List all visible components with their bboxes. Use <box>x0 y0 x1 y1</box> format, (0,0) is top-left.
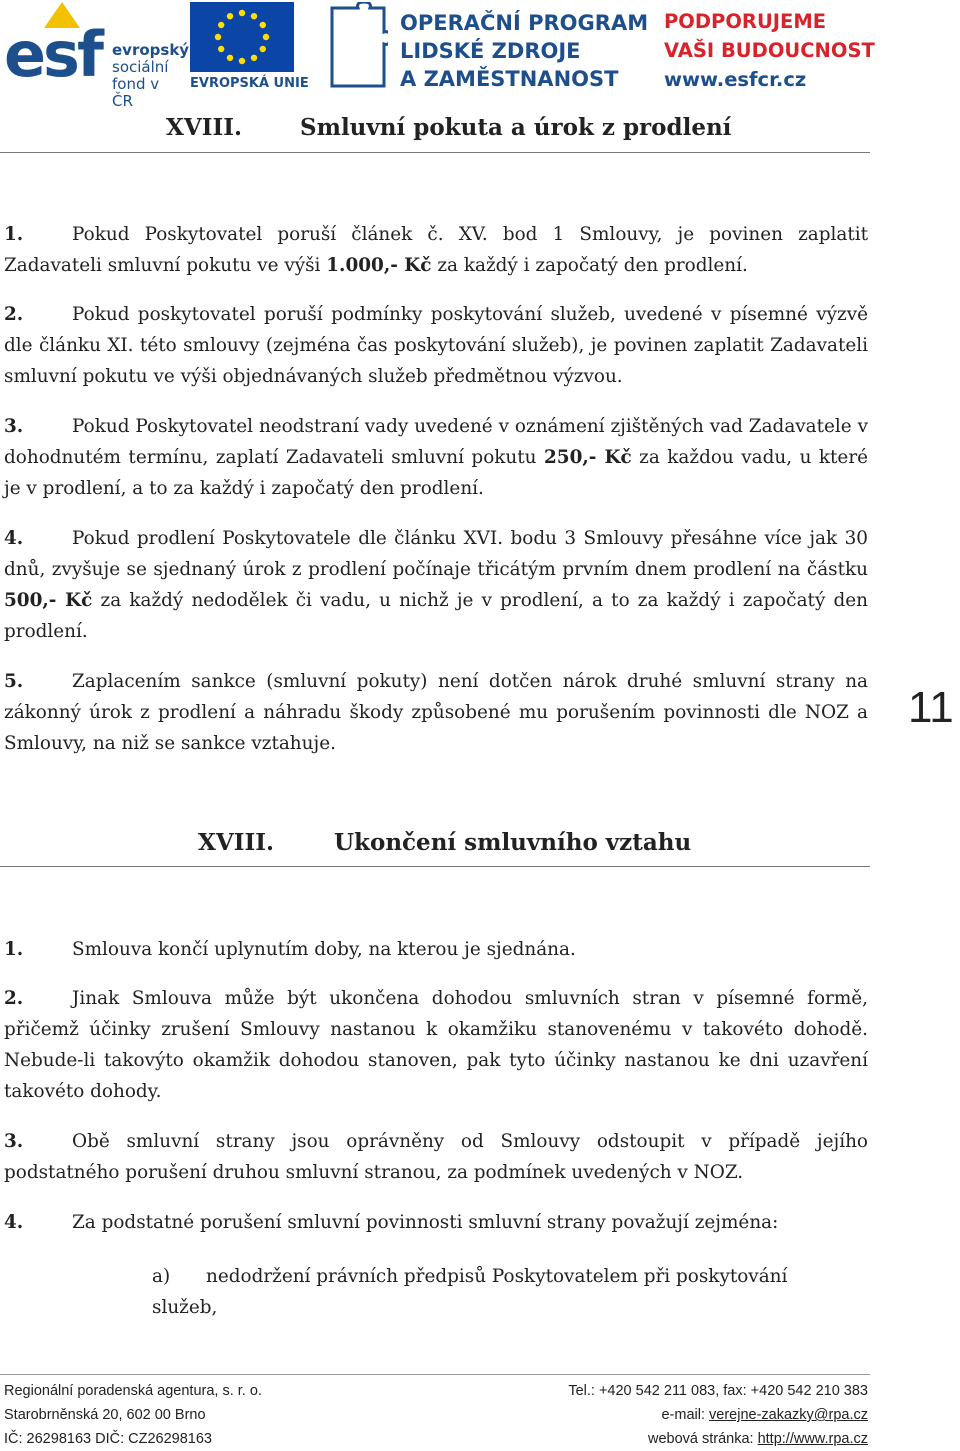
item-number: 1. <box>4 224 24 245</box>
eu-label: EVROPSKÁ UNIE <box>190 76 309 91</box>
item-text: Zaplacením sankce (smluvní pokuty) není dotčen nárok druhé smluvní strany na zákonný úrok z prodlení a náhradu škody způsobené mu porušením povinnosti dle NOZ a Smlouvy, na niž se sankce vztahuje. <box>4 671 868 754</box>
op-logo <box>326 2 649 92</box>
slogan-line-1: PODPORUJEME <box>664 10 827 33</box>
section1-item-4 <box>4 523 868 647</box>
item-number: 3. <box>4 416 24 437</box>
eu-logo <box>190 2 309 92</box>
slogan-url: www.esfcr.cz <box>664 68 807 91</box>
section1-numeral: XVIII. <box>166 114 242 141</box>
esf-small-text-3: fond v ČR <box>112 75 160 110</box>
item-text: Jinak Smlouva může být ukončena dohodou smluvních stran v písemné formě, přičemž účinky zrušení Smlouvy nastanou k okamžiku stanovenému v takovéto dohodě. Nebude-li takovýto okamžik dohodou stanoven, pak tyto účinky nastanou ke dni uzavření takovéto dohody. <box>4 988 868 1102</box>
section1-rule <box>0 152 870 153</box>
op-line-3: A ZAMĚSTNANOST <box>400 67 619 91</box>
footer-address: Starobrněnská 20, 602 00 Brno <box>4 1407 206 1423</box>
op-line-2: LIDSKÉ ZDROJE <box>400 39 581 63</box>
esf-logo-text: esf <box>4 18 101 91</box>
puzzle-icon <box>328 2 388 90</box>
web-link[interactable]: http://www.rpa.cz <box>757 1431 868 1447</box>
section2-item-1 <box>4 934 868 965</box>
item-number: 5. <box>4 671 24 692</box>
item-number: 2. <box>4 988 24 1009</box>
penalty-amount: 1.000,- Kč <box>326 255 432 276</box>
email-link[interactable]: verejne-zakazky@rpa.cz <box>709 1407 868 1423</box>
op-line-1: OPERAČNÍ PROGRAM <box>400 11 649 35</box>
section2-subitem-a <box>152 1261 842 1323</box>
esf-small-text-2: sociální <box>112 58 169 76</box>
item-text-end: za každou vadu, u které je v prodlení, a to za každý i započatý den prodlení. <box>4 447 868 499</box>
penalty-amount: 250,- Kč <box>544 447 632 468</box>
section2-rule <box>0 866 870 867</box>
item-number: 4. <box>4 528 24 549</box>
section1-item-1 <box>4 219 868 281</box>
item-text: Pokud prodlení Poskytovatele dle článku XVI. bodu 3 Smlouvy přesáhne více jak 30 dnů, zvyšuje se sjednaný úrok z prodlení počínaje třicátým prvním dnem prodlení na částku <box>4 528 868 580</box>
esf-logo <box>4 2 190 110</box>
item-number: 1. <box>4 939 24 960</box>
item-text: Za podstatné porušení smluvní povinnosti smluvní strany považují zejména: <box>72 1212 779 1233</box>
footer-org: Regionální poradenská agentura, s. r. o. <box>4 1383 262 1399</box>
item-number: 4. <box>4 1212 24 1233</box>
section2-item-4 <box>4 1207 868 1238</box>
item-number: 2. <box>4 304 24 325</box>
item-text: Pokud Poskytovatel neodstraní vady uvedené v oznámení zjištěných vad Zadavatele v dohodnutém termínu, zaplatí Zadavateli smluvní pokutu <box>4 416 868 468</box>
section2-title: Ukončení smluvního vztahu <box>334 829 692 856</box>
section2-numeral: XVIII. <box>198 829 274 856</box>
item-text: Smlouva končí uplynutím doby, na kterou je sjednána. <box>72 939 576 960</box>
penalty-amount: 500,- Kč <box>4 590 93 611</box>
section2-item-2 <box>4 983 868 1107</box>
footer-email-line <box>661 1407 868 1423</box>
subitem-label: a) <box>152 1266 171 1287</box>
eu-flag-icon <box>190 2 294 72</box>
section1-item-5 <box>4 666 868 759</box>
esf-small-text-1: evropský <box>112 41 190 59</box>
support-slogan <box>664 4 875 94</box>
item-text: Obě smluvní strany jsou oprávněny od Smlouvy odstoupit v případě jejího podstatného porušení druhou smluvní stranou, za podmínek uvedených v NOZ. <box>4 1131 868 1183</box>
page-number: 11 <box>908 683 954 732</box>
footer-rule <box>0 1374 870 1375</box>
web-label: webová stránka: <box>647 1431 758 1447</box>
item-text-end: za každý i započatý den prodlení. <box>431 255 748 276</box>
section1-item-3 <box>4 411 868 504</box>
subitem-text: nedodržení právních předpisů Poskytovatelem při poskytování <box>206 1266 788 1287</box>
item-text: Pokud Poskytovatel poruší článek č. XV. bod 1 Smlouvy, je povinen zaplatit Zadavateli smluvní pokutu ve výši <box>4 224 868 276</box>
section2-item-3 <box>4 1126 868 1188</box>
header-logos <box>0 0 960 110</box>
item-text: Pokud poskytovatel poruší podmínky poskytování služeb, uvedené v písemné výzvě dle článku XI. této smlouvy (zejména čas poskytování služeb), je povinen zaplatit Zadavateli smluvní pokutu ve výši objednávaných služeb předmětnou výzvou. <box>4 304 868 387</box>
footer-web-line <box>648 1431 868 1447</box>
item-number: 3. <box>4 1131 24 1152</box>
section1-item-2 <box>4 299 868 392</box>
item-text-end: za každý nedodělek či vadu, u nichž je v prodlení, a to za každý i započatý den prodlení. <box>4 590 869 642</box>
slogan-line-2: VAŠI BUDOUCNOST <box>664 39 875 62</box>
footer-ids: IČ: 26298163 DIČ: CZ26298163 <box>4 1431 212 1447</box>
subitem-continuation: služeb, <box>152 1297 218 1318</box>
email-label: e-mail: <box>661 1407 710 1423</box>
footer-phone: Tel.: +420 542 211 083, fax: +420 542 210 383 <box>568 1383 868 1399</box>
section1-title: Smluvní pokuta a úrok z prodlení <box>300 114 732 141</box>
